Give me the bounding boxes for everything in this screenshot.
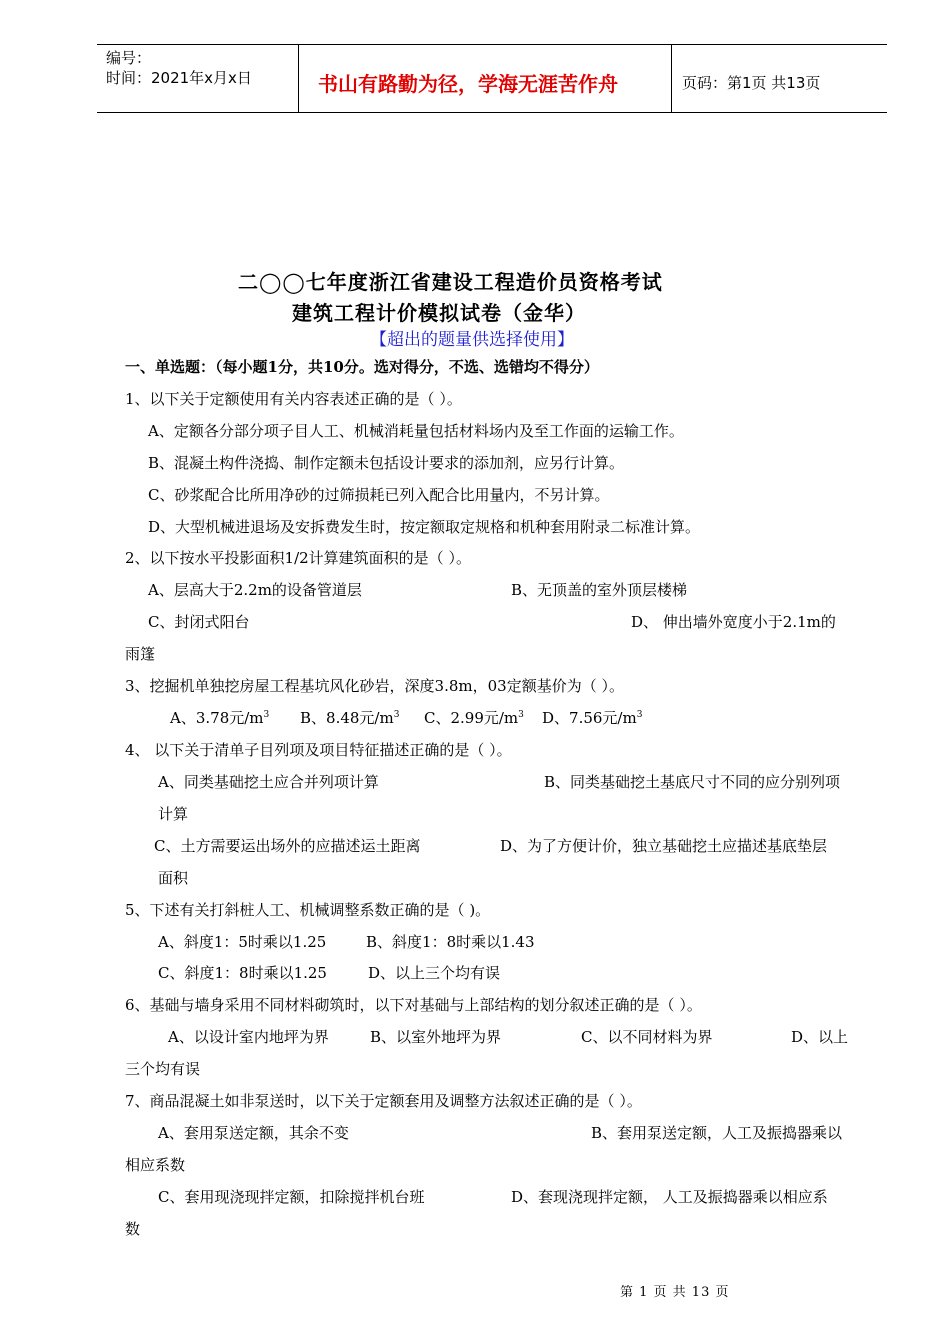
q3-option-d xyxy=(542,707,642,728)
q5-option-d: D、以上三个均有误 xyxy=(368,964,501,982)
q7-option-b: B、套用泵送定额，人工及振捣器乘以 xyxy=(591,1124,843,1142)
q3-option-a-sup: 3 xyxy=(263,710,270,720)
q6-option-d-cont: 三个均有误 xyxy=(125,1060,201,1078)
q4-option-c: C、土方需要运出场外的应描述运土距离 xyxy=(154,837,421,855)
q3-option-b-sup: 3 xyxy=(393,710,400,720)
title-note: 【超出的题量供选择使用】 xyxy=(370,330,574,350)
q7-option-d: D、套现浇现拌定额， 人工及振捣器乘以相应系 xyxy=(511,1188,828,1206)
q2-option-a: A、层高大于2.2m的设备管道层 xyxy=(148,581,362,599)
q1-option-c: C、砂浆配合比所用净砂的过筛损耗已列入配合比用量内，不另计算。 xyxy=(148,486,610,504)
q5-option-b: B、斜度1：8时乘以1.43 xyxy=(366,933,535,951)
header-divider-1 xyxy=(298,44,299,113)
q3-option-b-text: B、8.48元/m xyxy=(300,709,394,727)
q3-option-c xyxy=(424,707,524,728)
title-line-2: 建筑工程计价模拟试卷（金华） xyxy=(292,301,586,325)
q1-option-b: B、混凝土构件浇捣、制作定额未包括设计要求的添加剂，应另行计算。 xyxy=(148,454,625,472)
q4-option-b: B、同类基础挖土基底尺寸不同的应分别列项 xyxy=(544,773,841,791)
q3-option-d-sup: 3 xyxy=(636,710,643,720)
header-top-rule xyxy=(97,44,887,45)
q3-option-a xyxy=(170,707,269,728)
q4-option-d-cont: 面积 xyxy=(158,869,189,887)
q7-option-c: C、套用现浇现拌定额，扣除搅拌机台班 xyxy=(158,1188,425,1206)
header-number-label: 编号： xyxy=(106,49,152,67)
q7-stem: 7、商品混凝土如非泵送时，以下关于定额套用及调整方法叙述正确的是（ ）。 xyxy=(125,1092,642,1110)
q7-option-d-cont: 数 xyxy=(125,1220,141,1238)
q4-stem: 4、 以下关于清单子目列项及项目特征描述正确的是（ ）。 xyxy=(125,741,512,759)
footer-page-number: 第 1 页 共 13 页 xyxy=(620,1285,730,1300)
q3-stem: 3、挖掘机单独挖房屋工程基坑风化砂岩，深度3.8m，03定额基价为（ ）。 xyxy=(125,677,624,695)
q3-option-b xyxy=(300,707,399,728)
q7-option-b-cont: 相应系数 xyxy=(125,1156,186,1174)
q2-option-c: C、封闭式阳台 xyxy=(148,613,250,631)
q3-option-a-text: A、3.78元/m xyxy=(170,709,264,727)
q3-option-c-sup: 3 xyxy=(518,710,524,720)
q6-option-a: A、以设计室内地坪为界 xyxy=(168,1028,329,1046)
header-divider-2 xyxy=(671,44,672,113)
q2-option-b: B、无顶盖的室外顶层楼梯 xyxy=(511,581,688,599)
q6-option-b: B、以室外地坪为界 xyxy=(370,1028,502,1046)
q1-stem: 1、以下关于定额使用有关内容表述正确的是（ ）。 xyxy=(125,390,462,408)
q4-option-d: D、为了方便计价，独立基础挖土应描述基底垫层 xyxy=(500,837,828,855)
header-bottom-rule xyxy=(97,112,887,113)
q7-option-a: A、套用泵送定额，其余不变 xyxy=(158,1124,349,1142)
q3-option-d-text: D、7.56元/m xyxy=(542,709,637,727)
header-page-info: 页码：第1页 共13页 xyxy=(682,74,821,92)
q2-option-d: D、 伸出墙外宽度小于2.1m的 xyxy=(631,613,836,631)
q3-option-c-text: C、2.99元/m xyxy=(424,709,519,727)
q4-option-a: A、同类基础挖土应合并列项计算 xyxy=(158,773,379,791)
header-date-label: 时间：2021年x月x日 xyxy=(106,69,252,87)
title-line-1: 二◯◯七年度浙江省建设工程造价员资格考试 xyxy=(238,270,663,294)
q5-option-a: A、斜度1：5时乘以1.25 xyxy=(158,933,327,951)
header-motto: 书山有路勤为径，学海无涯苦作舟 xyxy=(318,72,618,96)
section-1-heading: 一、单选题：（每小题1分，共10分。选对得分，不选、选错均不得分） xyxy=(125,358,599,376)
q6-option-d: D、以上 xyxy=(791,1028,849,1046)
q5-option-c: C、斜度1：8时乘以1.25 xyxy=(158,964,327,982)
q2-stem: 2、以下按水平投影面积1/2计算建筑面积的是（ ）。 xyxy=(125,549,471,567)
q1-option-a: A、定额各分部分项子目人工、机械消耗量包括材料场内及至工作面的运输工作。 xyxy=(148,422,684,440)
q6-option-c: C、以不同材料为界 xyxy=(581,1028,713,1046)
q4-option-b-cont: 计算 xyxy=(158,805,189,823)
q6-stem: 6、基础与墙身采用不同材料砌筑时，以下对基础与上部结构的划分叙述正确的是（ ）。 xyxy=(125,996,702,1014)
q1-option-d: D、大型机械进退场及安拆费发生时，按定额取定规格和机种套用附录二标准计算。 xyxy=(148,518,701,536)
q5-stem: 5、下述有关打斜桩人工、机械调整系数正确的是（ )。 xyxy=(125,901,491,919)
q2-option-d-cont: 雨篷 xyxy=(125,645,156,663)
